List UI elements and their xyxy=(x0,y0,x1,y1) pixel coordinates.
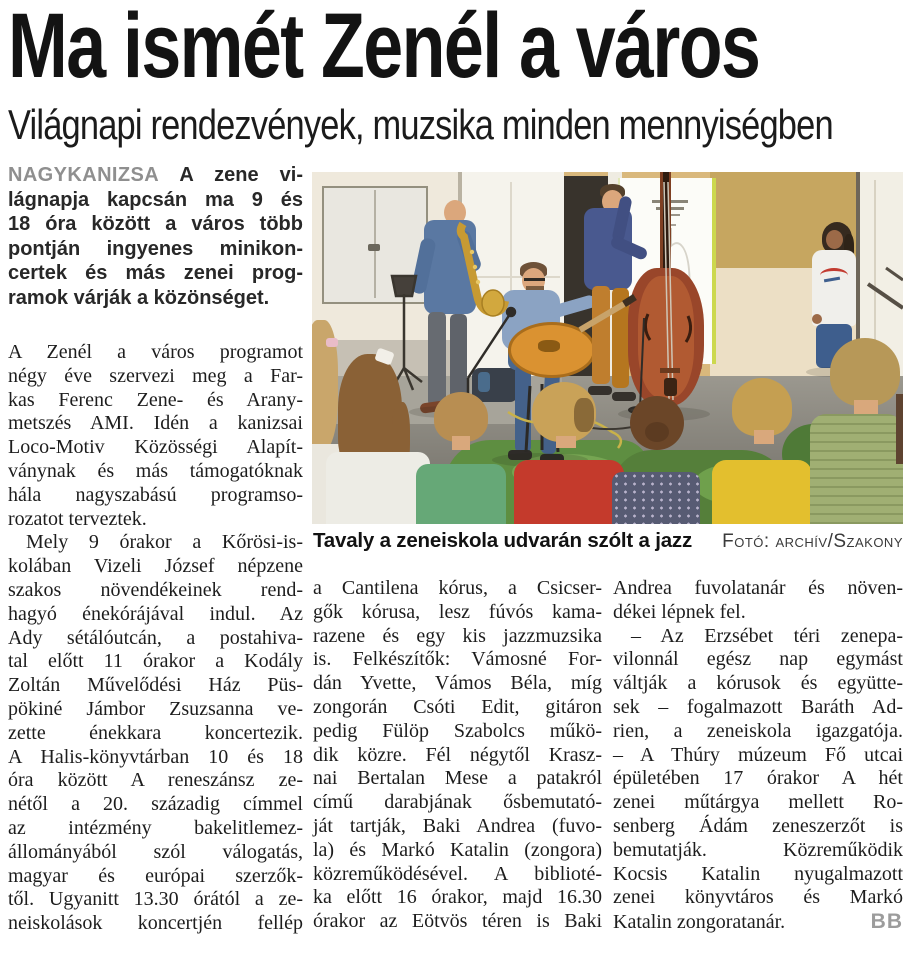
text-line: la) és Markó Katalin (zongora) xyxy=(313,838,602,861)
subheadline: Világnapi rendezvények, muzsika minden mennyiségben xyxy=(8,101,833,148)
text-line: rien, a zeneiskola igazgatója. xyxy=(613,719,903,742)
text-line: pedig Fülöp Szabolcs műkö- xyxy=(313,719,602,742)
text-line: zette énekkara koncertezik. xyxy=(8,721,303,744)
saxophone xyxy=(461,224,505,316)
text-line: kas Ferenc Zene- és Arany- xyxy=(8,388,303,411)
girl-white-shirt xyxy=(326,452,430,524)
microphone-stand xyxy=(458,308,515,406)
text-line: ramok várják a közönséget. xyxy=(8,286,270,309)
boy-yellow-hair xyxy=(732,378,792,436)
boy-olive-shirt xyxy=(810,414,903,524)
text-line: 18 óra között a város több xyxy=(8,213,303,236)
boy-green-shirt xyxy=(416,464,506,524)
girl-ponytail-bun xyxy=(645,422,669,442)
boy-green-hair xyxy=(434,392,488,442)
right-column-text xyxy=(613,577,903,935)
middle-column-text xyxy=(313,577,602,934)
boy-green-neck xyxy=(452,436,470,450)
text-line: razene és egy kis jazzmuzsika xyxy=(313,624,602,647)
text: Katalin zongoratanár. xyxy=(613,911,786,934)
text-line: a Cantilena kórus, a Csicser- xyxy=(313,577,602,599)
boy-olive-hair xyxy=(830,338,900,406)
text-line: ványnak és más támogatóknak xyxy=(8,459,303,482)
headline: Ma ismét Zenél a város xyxy=(8,0,760,97)
boy-red-shirt xyxy=(514,460,624,524)
left-column-text xyxy=(8,341,303,936)
text-line: pontján ingyenes minikon- xyxy=(8,237,303,260)
boy-yellow-neck xyxy=(754,430,774,444)
photo-caption-row xyxy=(313,529,903,553)
text-line: nétől a 20. századig címmel xyxy=(8,793,303,816)
text-line: senberg Ádám zeneszerzőt is xyxy=(613,814,903,837)
music-stand xyxy=(391,276,422,390)
text-line: dékei lépnek fel. xyxy=(613,600,746,623)
text-line: A Zenél a város programot xyxy=(8,341,303,363)
boy-red-hair-shade xyxy=(574,398,594,432)
text-line: pökiné Jámbor Zsuzsanna ve- xyxy=(8,697,303,720)
text-line: ját tartják, Baki Andrea (fuvo- xyxy=(313,814,602,837)
text-line: hála nagyszabású programso- xyxy=(8,483,303,506)
text-line: című darabjának ősbemutató- xyxy=(313,791,602,814)
text-line: közreműködésével. A biblioté- xyxy=(313,862,602,885)
text-line: hagyó énekórájával indul. Az xyxy=(8,602,303,625)
girl-floral-shirt xyxy=(612,472,700,524)
photo-caption: Tavaly a zeneiskola udvarán szólt a jazz xyxy=(313,529,693,552)
text-line: nai Bertalan Mese a patakról xyxy=(313,767,602,790)
boy-red-neck xyxy=(556,436,576,448)
railing xyxy=(868,268,903,308)
byline: BB xyxy=(870,910,903,934)
text-line: metszés AMI. Idén a kanizsai xyxy=(8,412,303,435)
double-bass-details xyxy=(645,182,690,428)
text-line: óra között A reneszánsz ze- xyxy=(8,769,303,792)
text-line: szakos növendékeinek rend- xyxy=(8,578,303,601)
text-line: Mely 9 órakor a Kőrösi-is- xyxy=(26,531,303,554)
text-line: Andrea fuvolatanár és növen- xyxy=(613,577,903,599)
text-line: váltják a kórusok és együtte- xyxy=(613,672,903,695)
text-line: bemutatják. Közreműködik xyxy=(613,838,903,861)
text-line: sek – fogalmazott Baráth Ad- xyxy=(613,695,903,718)
text-line: ka előtt 16 órakor, majd 16.30 xyxy=(313,886,602,909)
boy-yellow-shirt xyxy=(712,460,812,524)
text-line: Ady sétálóutcán, a postahiva- xyxy=(8,626,303,649)
text-line: kolában Vizeli József népzene xyxy=(8,555,303,578)
hair-bow xyxy=(326,338,338,347)
text-line: lágnapja kapcsán ma 9 és xyxy=(8,188,303,211)
location-tag: NAGYKANIZSA xyxy=(8,164,160,186)
text-line xyxy=(613,910,903,935)
text-line: magyar és európai szerzők- xyxy=(8,864,303,887)
text-line: NAGYKANIZSA A zene vi- xyxy=(8,164,303,186)
text-line: is. Felkészítők: Vámosné For- xyxy=(313,648,602,671)
lead-paragraph xyxy=(8,163,303,311)
text-line: rozatot terveztek. xyxy=(8,507,147,530)
text-line: től. Ugyanitt 13.30 órától a ze- xyxy=(8,888,303,911)
article-photo xyxy=(312,172,903,524)
text-line: – Az Erzsébet téri zenepa- xyxy=(631,624,903,647)
photo-credit: Fotó: archív/Szakony xyxy=(722,531,903,552)
text-line: órakor az Eötvös téren is Baki xyxy=(313,910,602,933)
text-line: zongorán Csóti Edit, gitáron xyxy=(313,695,602,718)
text-line: zenei műtárgya mellett Ro- xyxy=(613,791,903,814)
text-line: A Halis-könyvtárban 10 és 18 xyxy=(8,745,303,768)
text-line: – A Thúry múzeum Fő utcai xyxy=(613,743,903,766)
text-line: dik közre. Fél négytől Krasz- xyxy=(313,743,602,766)
text-line: az intézmény bakelitlemez- xyxy=(8,816,303,839)
text-line: neiskolások koncertjén fellép xyxy=(8,912,303,935)
text-line: tal előtt 11 órakor a Kodály xyxy=(8,650,303,673)
child-edge-right-hair xyxy=(896,394,903,464)
text-line: Zoltán Művelődési Ház Püs- xyxy=(8,674,303,697)
text-line: dán Yvette, Vámos Béla, míg xyxy=(313,672,602,695)
text-line: gők kórusa, lesz fúvós kama- xyxy=(313,600,602,623)
text-line: vilonnál egész nap egymást xyxy=(613,648,903,671)
text-line: négy éve szervezi meg a Far- xyxy=(8,364,303,387)
text-line: Loco-Motiv Közösségi Alapít- xyxy=(8,436,303,459)
text-line: épületében 17 órakor A hét xyxy=(613,767,903,790)
text-line: Kocsis Katalin nyugalmazott xyxy=(613,862,903,885)
guitar-neck xyxy=(580,297,635,330)
text-line: állományából szól válogatás, xyxy=(8,840,303,863)
text-line: zenei könyvtáros és Markó xyxy=(613,886,903,909)
text-line: certek és más zenei prog- xyxy=(8,262,303,285)
